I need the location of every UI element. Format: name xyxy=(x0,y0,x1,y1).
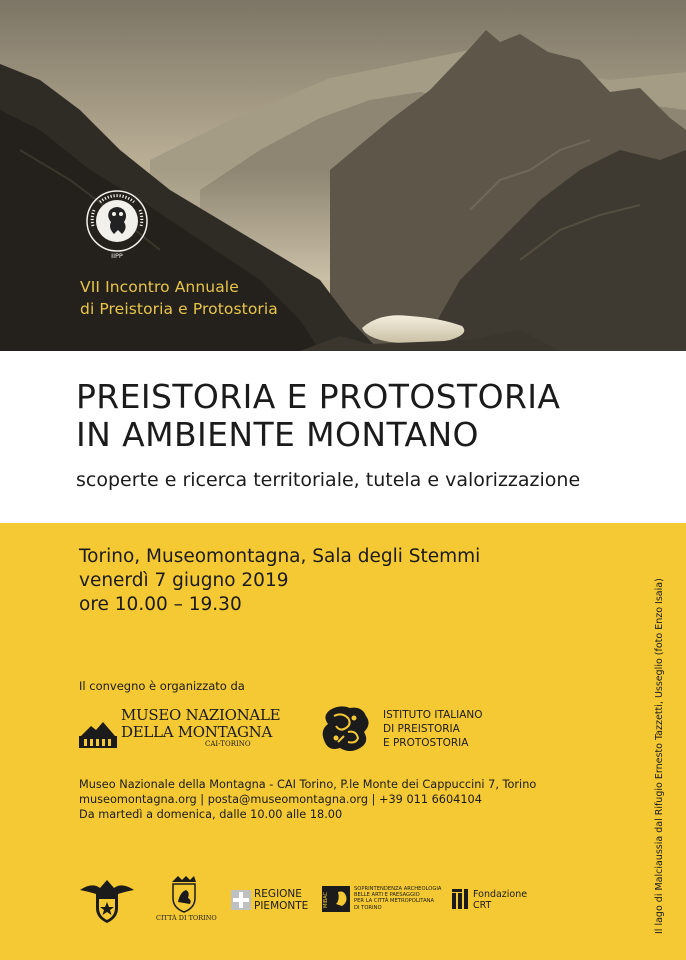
iipp-seal-logo xyxy=(80,186,154,260)
hero-subtitle-line1: VII Incontro Annuale xyxy=(80,278,239,296)
event-info xyxy=(79,545,480,617)
iipp-name-line2: DI PREISTORIA xyxy=(383,723,460,735)
iipp-name-line1: ISTITUTO ITALIANO xyxy=(383,709,483,721)
museum-name-line3: CAI-TORINO xyxy=(205,740,251,748)
iipp-name xyxy=(383,708,483,750)
iipp-glyph-logo xyxy=(318,702,374,756)
torino-label: CITTÀ DI TORINO xyxy=(156,914,217,922)
mibac-mark-icon xyxy=(322,886,350,912)
museum-name-line1: MUSEO NAZIONALE xyxy=(121,706,281,724)
crt-label-line2: CRT xyxy=(473,900,492,911)
museum-name-line2: DELLA MONTAGNA xyxy=(121,723,273,741)
regione-emblem-icon xyxy=(231,890,251,910)
mibac-label-line4: DI TORINO xyxy=(354,904,382,911)
cai-eagle-logo xyxy=(78,876,136,924)
torino-crest-icon xyxy=(156,874,212,914)
hero-photo xyxy=(0,0,686,351)
museum-building-icon xyxy=(79,718,117,750)
regione-piemonte-logo xyxy=(231,888,307,914)
mibac-label xyxy=(354,886,441,911)
title-subtitle: scoperte e ricerca territoriale, tutela e valorizzazione xyxy=(76,469,581,491)
photo-credit: Il lago di Malciaussia dal Rifugio Ernesto Tazzetti, Usseglio (foto Enzo Isaia) xyxy=(654,578,665,934)
event-time: ore 10.00 – 19.30 xyxy=(79,594,242,615)
contact-web: museomontagna.org | posta@museomontagna.org | +39 011 6604104 xyxy=(79,793,482,806)
seal-label: IIPP xyxy=(111,252,123,260)
hero-subtitle-line2: di Preistoria e Protostoria xyxy=(80,300,278,318)
museum-logo xyxy=(79,704,281,754)
citta-di-torino-logo xyxy=(156,874,217,926)
mibac-label-line3: PER LA CITTÀ METROPOLITANA xyxy=(354,898,435,905)
page-title xyxy=(76,378,560,454)
mibac-mark-text: MIBAC xyxy=(323,891,329,908)
event-place: Torino, Museomontagna, Sala degli Stemmi xyxy=(79,546,481,567)
regione-label-line1: REGIONE xyxy=(254,888,302,900)
crt-mark-icon xyxy=(452,889,470,911)
fondazione-crt-logo xyxy=(452,887,532,911)
event-date: venerdì 7 giugno 2019 xyxy=(79,570,289,591)
hero-subtitle xyxy=(80,276,278,320)
mibac-label-line1: SOPRINTENDENZA ARCHEOLOGIA xyxy=(354,886,442,892)
mibac-label-line2: BELLE ARTI E PAESAGGIO xyxy=(354,892,420,899)
regione-label-line2: PIEMONTE xyxy=(254,900,309,912)
contact-address: Museo Nazionale della Montagna - CAI Torino, P.le Monte dei Cappuccini 7, Torino xyxy=(79,778,537,791)
title-line1: PREISTORIA E PROTOSTORIA xyxy=(76,377,561,416)
organizers-intro: Il convegno è organizzato da xyxy=(79,679,245,693)
crt-label-line1: Fondazione xyxy=(473,889,528,900)
title-line2: IN AMBIENTE MONTANO xyxy=(76,415,479,454)
contact-hours: Da martedì a domenica, dalle 10.00 alle 18.00 xyxy=(79,808,343,821)
iipp-name-line3: E PROTOSTORIA xyxy=(383,737,469,749)
contacts xyxy=(79,777,536,822)
mibac-logo xyxy=(322,884,442,914)
